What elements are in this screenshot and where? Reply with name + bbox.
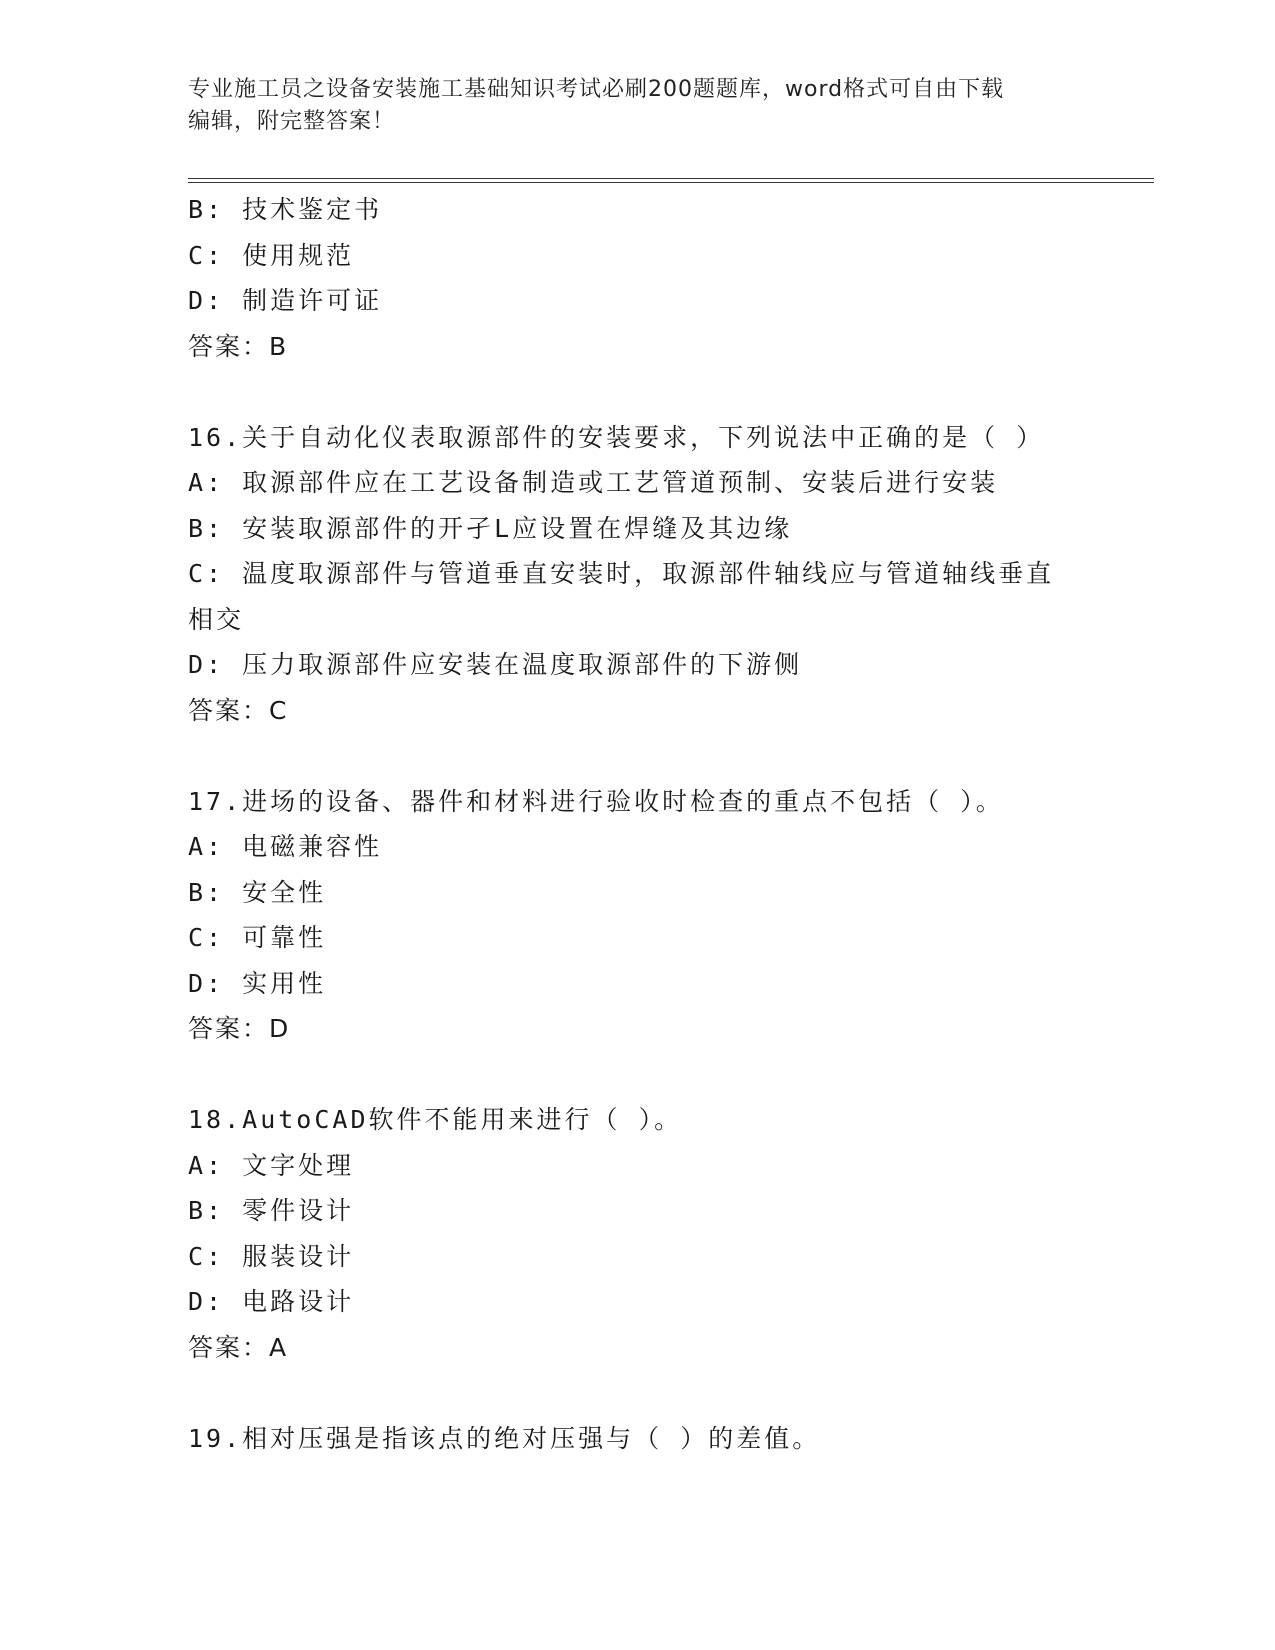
option-b: B: 技术鉴定书 — [188, 195, 383, 224]
header-line-1: 专业施工员之设备安装施工基础知识考试必刷200题题库，word格式可自由下载 — [188, 77, 1005, 102]
question-stem: 19.相对压强是指该点的绝对压强与（ ）的差值。 — [188, 1423, 821, 1453]
header-line-2: 编辑，附完整答案！ — [188, 109, 396, 134]
question-list — [188, 187, 1088, 1461]
option-a: A: 电磁兼容性 — [188, 832, 383, 861]
question-stem: 18.AutoCAD软件不能用来进行（ ）。 — [188, 1105, 683, 1134]
option-b: B: 安全性 — [188, 877, 327, 907]
question-block — [188, 415, 1088, 734]
option-d: D: 实用性 — [188, 968, 327, 998]
header-divider-top — [188, 178, 1154, 179]
spacer — [188, 733, 1088, 779]
option-c: C: 温度取源部件与管道垂直安装时，取源部件轴线应与管道轴线垂直相交 — [188, 559, 1055, 634]
option-c: C: 可靠性 — [188, 923, 327, 952]
question-block — [188, 1416, 1088, 1462]
question-block — [188, 779, 1088, 1052]
option-b: B: 安装取源部件的开孑L应设置在焊缝及其边缘 — [188, 513, 793, 543]
option-d: D: 电路设计 — [188, 1287, 355, 1316]
option-c: C: 服装设计 — [188, 1241, 355, 1271]
spacer — [188, 369, 1088, 415]
question-stem: 17.进场的设备、器件和材料进行验收时检查的重点不包括（ ）。 — [188, 786, 1004, 816]
option-b: B: 零件设计 — [188, 1196, 355, 1225]
answer: 答案：A — [188, 1332, 289, 1362]
answer: 答案：B — [188, 331, 289, 361]
option-c: C: 使用规范 — [188, 240, 355, 270]
header-divider-bottom — [188, 182, 1154, 183]
option-d: D: 制造许可证 — [188, 286, 383, 315]
question-block — [188, 1097, 1088, 1370]
question-block — [188, 187, 1088, 369]
option-a: A: 文字处理 — [188, 1150, 355, 1180]
question-stem: 16.关于自动化仪表取源部件的安装要求，下列说法中正确的是（ ） — [188, 422, 1045, 452]
spacer — [188, 1370, 1088, 1416]
spacer — [188, 1052, 1088, 1098]
option-d: D: 压力取源部件应安装在温度取源部件的下游侧 — [188, 650, 803, 679]
option-a: A: 取源部件应在工艺设备制造或工艺管道预制、安装后进行安装 — [188, 468, 999, 497]
answer: 答案：D — [188, 1014, 291, 1043]
document-header — [188, 74, 1068, 138]
answer: 答案：C — [188, 695, 289, 725]
